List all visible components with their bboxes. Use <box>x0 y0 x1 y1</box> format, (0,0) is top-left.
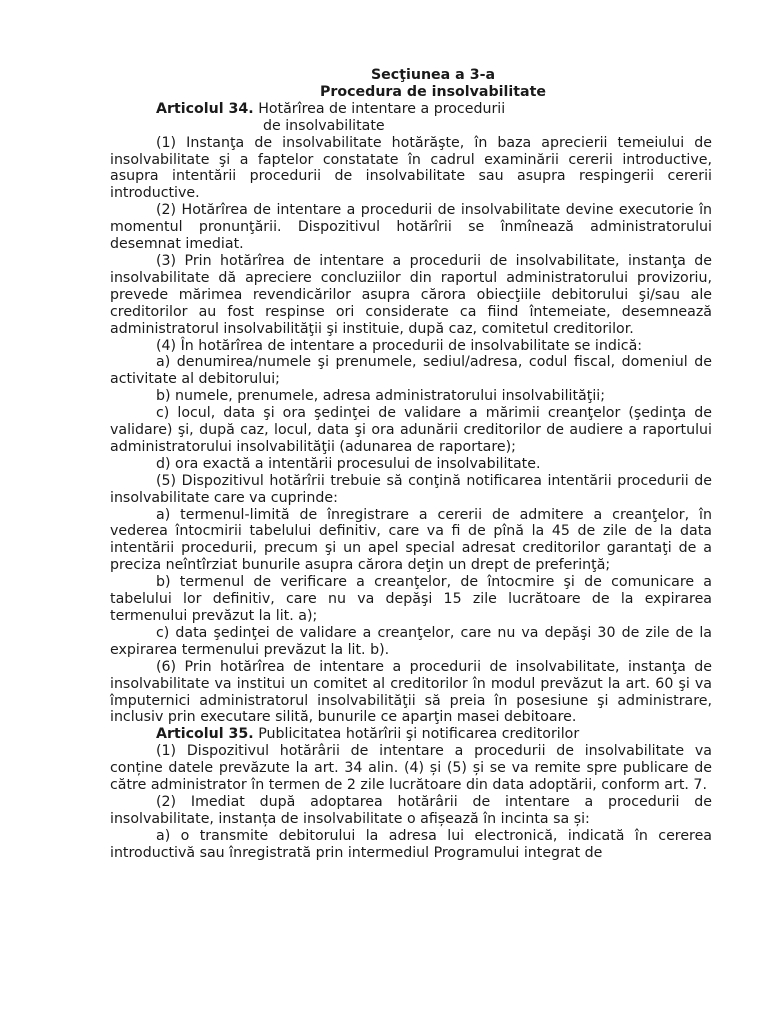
article-34-paragraph-3: (3) Prin hotărîrea de intentare a procedurii de insolvabilitate, instanţa de insolvabilitate dă apreciere concluziilor din raportul administratorului provizoriu, prevede mărimea revendicărilor asupra cărora obiecţiile debitorului şi/sau ale creditorilor au fost respinse ori considerate ca fiind întemeiate, desemnează administratorul insolvabilităţii şi instituie, după caz, comitetul creditorilor. <box>110 252 712 337</box>
section-heading: Secţiunea a 3-a <box>370 67 496 83</box>
article-34-item-4c: c) locul, data şi ora şedinţei de validare a mărimii creanţelor (şedinţa de validare) şi, după caz, locul, data şi ora adunării creditorilor de audiere a raportului administratorului insolvabilităţii (adunarea de raportare); <box>110 405 712 455</box>
article-34-item-4b: b) numele, prenumele, adresa administratorului insolvabilităţii; <box>156 388 605 405</box>
article-34-title-continuation: de insolvabilitate <box>263 117 385 134</box>
article-34-heading <box>110 101 712 118</box>
article-34-label: Articolul 34. <box>156 100 254 117</box>
article-35-heading <box>110 726 712 743</box>
article-35-label: Articolul 35. <box>156 726 254 743</box>
section-subheading: Procedura de insolvabilitate <box>319 83 546 100</box>
article-34-paragraph-5: (5) Dispozitivul hotărîrii trebuie să conţină notificarea intentării procedurii de insolvabilitate care va cuprinde: <box>110 472 712 506</box>
article-34-paragraph-4: (4) În hotărîrea de intentare a procedurii de insolvabilitate se indică: <box>156 337 643 354</box>
article-34-title: Hotărîrea de intentare a procedurii <box>258 100 506 117</box>
article-35-paragraph-2: (2) Imediat după adoptarea hotărârii de intentare a procedurii de insolvabilitate, instanța de insolvabilitate o afișează în incinta sa și: <box>110 793 712 827</box>
article-34-item-5c: c) data şedinţei de validare a creanţelor, care nu va depăşi 30 de zile de la expirarea termenului prevăzut la lit. b). <box>110 624 712 658</box>
article-35-title: Publicitatea hotărîrii şi notificarea creditorilor <box>258 726 580 743</box>
article-34 <box>110 101 712 727</box>
article-35-paragraph-1: (1) Dispozitivul hotărârii de intentare a procedurii de insolvabilitate va conține datele prevăzute la art. 34 alin. (4) și (5) și se va remite spre publicare de către administrator în termen de 2 zile lucrătoare din data adoptării, conform art. 7. <box>110 743 712 794</box>
article-34-item-4a: a) denumirea/numele şi prenumele, sediul/adresa, codul fiscal, domeniul de activitate al debitorului; <box>110 354 712 388</box>
article-34-paragraph-1: (1) Instanţa de insolvabilitate hotărăşte, în baza aprecierii temeiului de insolvabilitate şi a faptelor constatate în cadrul examinării cererii introductive, asupra intentării procedurii de insolvabilitate sau asupra respingerii cererii introductive. <box>110 134 712 202</box>
article-34-item-5b: b) termenul de verificare a creanţelor, de întocmire şi de comunicare a tabelului lor definitiv, care nu va depăşi 15 zile lucrătoare de la expirarea termenului prevăzut la lit. a); <box>110 574 712 624</box>
article-34-item-4d: d) ora exactă a intentării procesului de insolvabilitate. <box>156 455 541 472</box>
article-35 <box>110 726 712 861</box>
article-35-item-2a: a) o transmite debitorului la adresa lui electronică, indicată în cererea introductivă sau înregistrată prin intermediul Programului integrat de <box>110 827 712 861</box>
article-34-paragraph-2: (2) Hotărîrea de intentare a procedurii de insolvabilitate devine executorie în momentul pronunţării. Dispozitivul hotărîrii se înmînează administratorului desemnat imediat. <box>110 202 712 253</box>
document-page <box>110 67 712 862</box>
article-34-item-5a: a) termenul-limită de înregistrare a cererii de admitere a creanţelor, în vederea întocmirii tabelului definitiv, care va fi de pînă la 45 de zile de la data intentării procedurii, precum şi un apel special adresat creditorilor garantaţi de a preciza neîntîrziat bunurile asupra cărora deţin un drept de preferinţă; <box>110 506 712 574</box>
article-34-paragraph-6: (6) Prin hotărîrea de intentare a procedurii de insolvabilitate, instanţa de insolvabilitate va institui un comitet al creditorilor în modul prevăzut la art. 60 şi va împuternici administratorul insolvabilităţii să preia în posesiune şi administrare, inclusiv prin executare silită, bunurile ce aparţin masei debitoare. <box>110 658 712 726</box>
